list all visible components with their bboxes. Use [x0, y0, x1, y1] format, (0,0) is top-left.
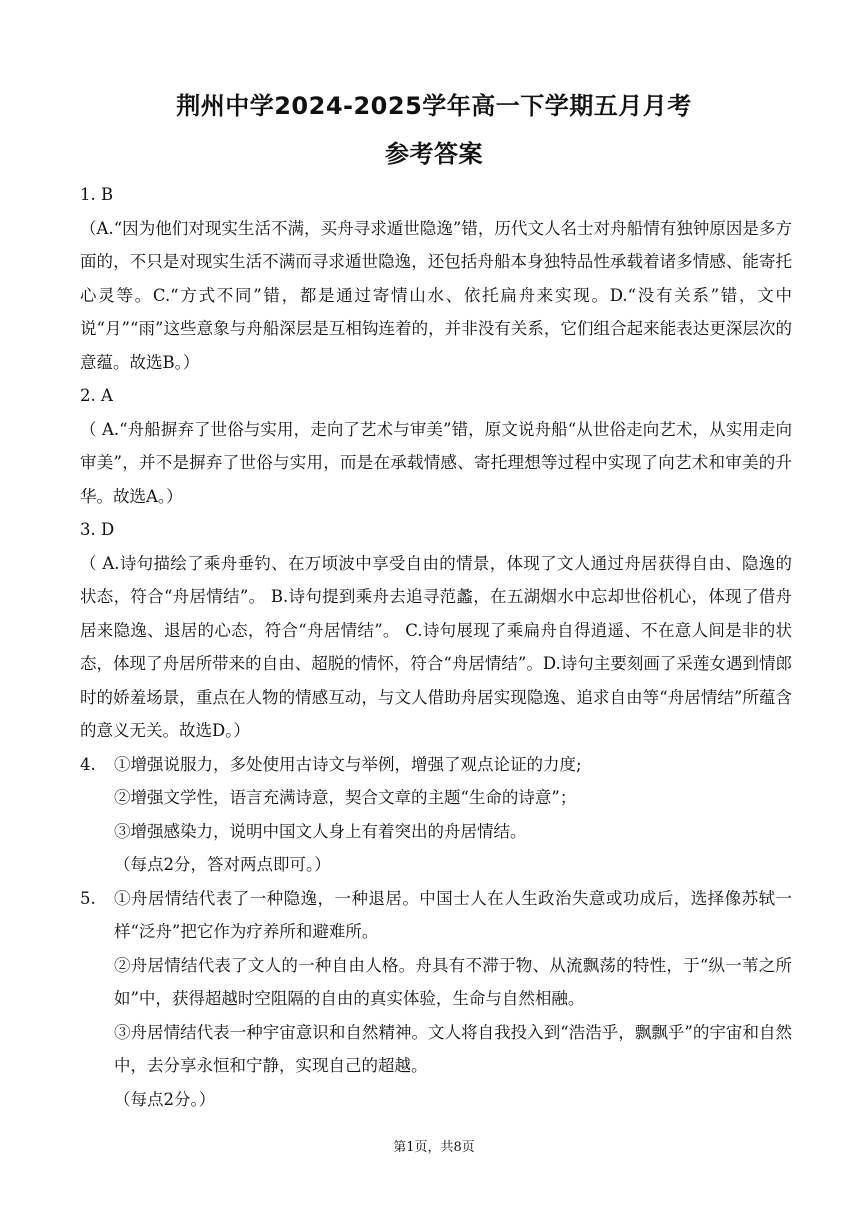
answer-1-explanation: （A.“因为他们对现实生活不满，买舟寻求遁世隐逸”错，历代文人名士对舟船情有独钟原因是多方面的，不只是对现实生活不满而寻求遁世隐逸，还包括舟船本身独特品性承载着诸多情感、能寄托心灵等。C.“方式不同”错，都是通过寄情山水、依托扁舟来实现。D.“没有关系”错，文中说“月”“雨”这些意象与舟船深层是互相钩连着的，并非没有关系，它们组合起来能表达更深层次的意蕴。故选B。） [80, 218, 792, 372]
page-subtitle: 参考答案 [385, 140, 483, 168]
answer-5-score-note: （每点2分。） [114, 1089, 216, 1109]
answer-5-point-3: ③舟居情结代表一种宇宙意识和自然精神。文人将自我投入到“浩浩乎，飘飘乎”的宇宙和自然中，去分享永恒和宁静，实现自己的超越。 [114, 1022, 792, 1075]
answer-4-score-note: （每点2分，答对两点即可。） [114, 855, 331, 874]
answer-5 [80, 882, 792, 1117]
answer-5-point-1: ①舟居情结代表了一种隐逸，一种退居。中国士人在人生政治失意或功成后，选择像苏轼一样“泛舟”把它作为疗养所和避难所。 [114, 888, 792, 941]
answer-4-point-2: ②增强文学性，语言充满诗意，契合文章的主题“生命的诗意”； [114, 788, 577, 807]
answer-4-point-1: ①增强说服力，多处使用古诗文与举例，增强了观点论证的力度; [114, 754, 582, 774]
answer-2-number: 2. A [80, 386, 113, 405]
answer-3-number: 3. D [80, 520, 115, 539]
answer-1-number: 1. B [80, 185, 114, 204]
answer-5-point-2: ②舟居情结代表了文人的一种自由人格。舟具有不滞于物、从流飘荡的特性，于“纵一苇之所如”中，获得超越时空阻隔的自由的真实体验，生命与自然相融。 [114, 955, 792, 1008]
answer-content [80, 178, 792, 1116]
answer-5-number: 5. [80, 888, 96, 908]
page-title: 荆州中学2024-2025学年高一下学期五月月考 [176, 92, 692, 120]
answer-4-number: 4. [80, 754, 96, 774]
answer-4 [80, 748, 792, 882]
answer-3-explanation: （ A.诗句描绘了乘舟垂钓、在万顷波中享受自由的情景，体现了文人通过舟居获得自由、隐逸的状态，符合“舟居情结”。 B.诗句提到乘舟去追寻范蠡，在五湖烟水中忘却世俗机心，体现了借舟居来隐逸、退居的心态，符合“舟居情结”。 C.诗句展现了乘扁舟自得逍遥、不在意人间是非的状态，体现了舟居所带来的自由、超脱的情怀，符合“舟居情结”。D.诗句主要刻画了采莲女遇到情郎时的娇羞场景，重点在人物的情感互动，与文人借助舟居实现隐逸、追求自由等“舟居情结”所蕴含的意义无关。故选D。） [80, 553, 792, 740]
page-footer: 第1页，共8页 [393, 1140, 475, 1155]
answer-2-explanation: （ A.“舟船摒弃了世俗与实用，走向了艺术与审美”错，原文说舟船“从世俗走向艺术，从实用走向审美”，并不是摒弃了世俗与实用，而是在承载情感、寄托理想等过程中实现了向艺术和审美的升华。故选A。） [80, 419, 792, 506]
answer-4-point-3: ③增强感染力，说明中国文人身上有着突出的舟居情结。 [114, 821, 527, 841]
